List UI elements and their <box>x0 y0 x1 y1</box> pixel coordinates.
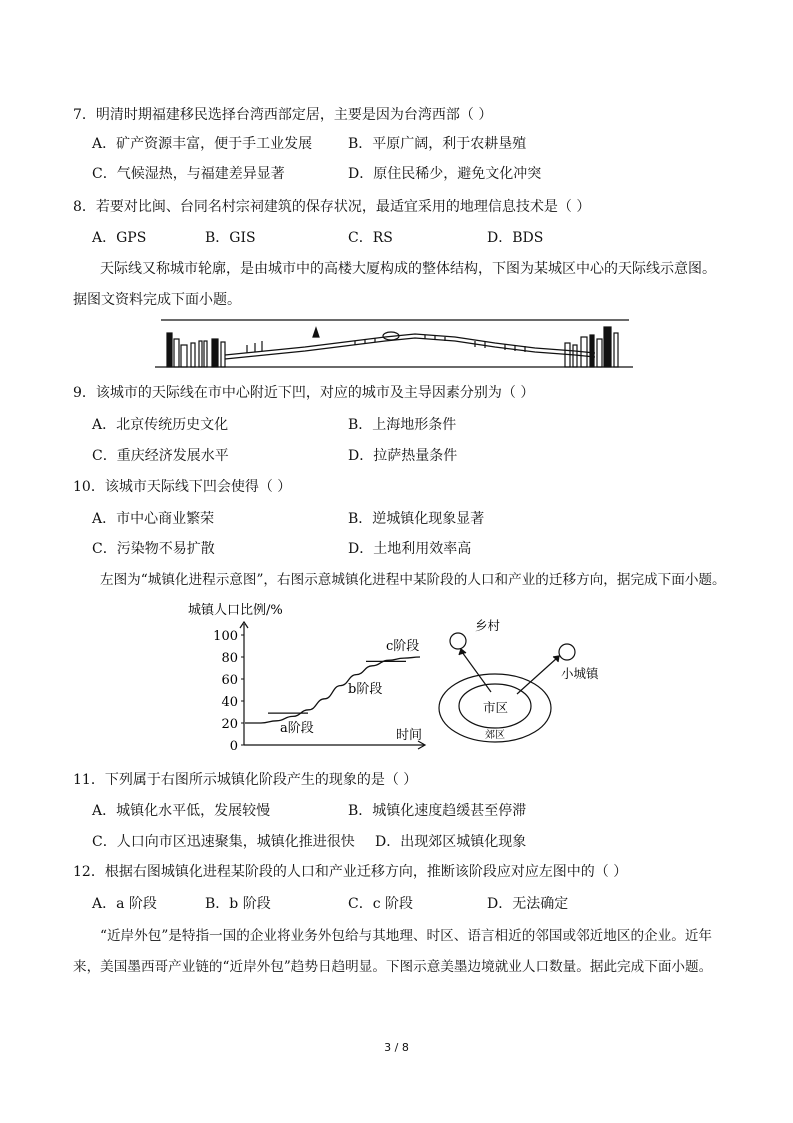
nearshore-intro-line1: “近岸外包”是特指一国的企业将业务外包给与其地理、时区、语言相近的邻国或邻近地区的企业。近年 <box>100 928 713 944</box>
q11-option-d[interactable]: D．出现郊区城镇化现象 <box>375 834 527 850</box>
q9-option-c[interactable]: C．重庆经济发展水平 <box>92 448 229 464</box>
q8-option-b[interactable]: B．GIS <box>205 230 256 246</box>
chart-y-tick-label: 100 <box>213 629 238 644</box>
chart-y-tick-label: 40 <box>221 695 238 710</box>
q9-option-b[interactable]: B．上海地形条件 <box>348 417 457 433</box>
q11-option-c[interactable]: C．人口向市区迅速聚集，城镇化推进很快 <box>92 834 355 850</box>
rural-circle <box>450 633 466 649</box>
q10-option-d[interactable]: D．土地利用效率高 <box>348 541 472 557</box>
town-circle <box>559 644 575 660</box>
arrow-to-town <box>517 658 557 694</box>
migration-diagram <box>437 616 637 746</box>
q10-stem: 10．该城市天际线下凹会使得（ ） <box>73 479 292 495</box>
q12-option-b[interactable]: B．b 阶段 <box>205 896 271 912</box>
chart-x-axis-label: 时间 <box>396 728 423 743</box>
chart-y-axis-label: 城镇人口比例/% <box>188 603 283 618</box>
nearshore-intro-line2: 来，美国墨西哥产业链的“近岸外包”趋势日趋明显。下图示意美墨边境就业人口数量。据此完成下面小题。 <box>73 959 713 975</box>
chart-y-tick-label: 0 <box>229 739 238 754</box>
q12-stem: 12．根据右图城镇化进程某阶段的人口和产业迁移方向，推断该阶段应对应左图中的（ ） <box>73 864 628 880</box>
q10-option-a[interactable]: A．市中心商业繁荣 <box>92 511 215 527</box>
chart-y-tick-label: 60 <box>221 673 238 688</box>
town-label: 小城镇 <box>561 666 599 681</box>
chart-stage-label: c阶段 <box>386 639 420 654</box>
arrow-to-rural <box>462 652 491 692</box>
q8-stem: 8．若要对比闽、台同名村宗祠建筑的保存状况，最适宜采用的地理信息技术是（ ） <box>73 199 591 215</box>
page-number: 3 / 8 <box>384 1041 409 1054</box>
q9-option-d[interactable]: D．拉萨热量条件 <box>348 448 458 464</box>
rural-label: 乡村 <box>475 618 501 633</box>
q7-option-a[interactable]: A．矿产资源丰富，便于手工业发展 <box>92 136 313 152</box>
chart-y-tick-label: 20 <box>221 717 238 732</box>
q7-stem: 7．明清时期福建移民选择台湾西部定居，主要是因为台湾西部（ ） <box>73 107 493 123</box>
q12-option-c[interactable]: C．c 阶段 <box>348 896 414 912</box>
city-label: 市区 <box>483 700 509 715</box>
q12-option-d[interactable]: D．无法确定 <box>487 896 569 912</box>
q11-option-b[interactable]: B．城镇化速度趋缓甚至停滞 <box>348 803 527 819</box>
q8-option-c[interactable]: C．RS <box>348 230 393 246</box>
chart-y-tick-label: 80 <box>221 651 238 666</box>
suburb-label: 郊区 <box>485 730 505 741</box>
q11-stem: 11．下列属于右图所示城镇化阶段产生的现象的是（ ） <box>73 772 418 788</box>
urbanization-intro: 左图为“城镇化进程示意图”，右图示意城镇化进程中某阶段的人口和产业的迁移方向，据完成下面小题。 <box>100 572 726 588</box>
q9-option-a[interactable]: A．北京传统历史文化 <box>92 417 229 433</box>
q8-option-a[interactable]: A．GPS <box>92 230 147 246</box>
q7-option-b[interactable]: B．平原广阔，利于农耕垦殖 <box>348 136 527 152</box>
q10-option-b[interactable]: B．逆城镇化现象显著 <box>348 511 485 527</box>
q8-option-d[interactable]: D．BDS <box>487 230 544 246</box>
q12-option-a[interactable]: A．a 阶段 <box>92 896 157 912</box>
q11-option-a[interactable]: A．城镇化水平低，发展较慢 <box>92 803 271 819</box>
q7-option-d[interactable]: D．原住民稀少，避免文化冲突 <box>348 166 542 182</box>
skyline-intro-line1: 天际线又称城市轮廓，是由城市中的高楼大厦构成的整体结构，下图为某城区中心的天际线示意图。 <box>100 261 716 277</box>
skyline-diagram <box>155 315 635 371</box>
urbanization-chart <box>180 598 430 756</box>
q10-option-c[interactable]: C．污染物不易扩散 <box>92 541 215 557</box>
chart-stage-label: a阶段 <box>280 721 314 736</box>
skyline-intro-line2: 据图文资料完成下面小题。 <box>73 292 241 308</box>
q7-option-c[interactable]: C．气候湿热，与福建差异显著 <box>92 166 285 182</box>
q9-stem: 9．该城市的天际线在市中心附近下凹，对应的城市及主导因素分别为（ ） <box>73 385 535 401</box>
chart-stage-label: b阶段 <box>348 682 383 697</box>
